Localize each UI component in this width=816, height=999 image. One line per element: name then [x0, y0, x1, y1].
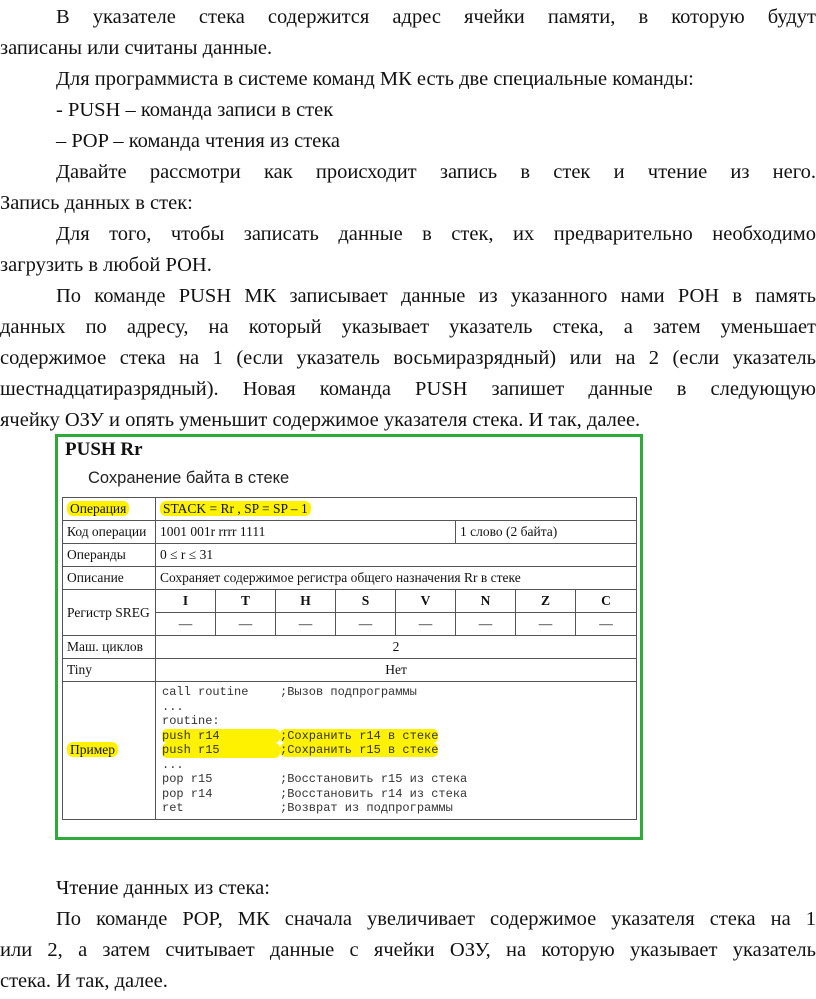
code-instruction: ret — [162, 801, 184, 815]
instruction-table — [62, 497, 637, 820]
paragraph-9-line-1: По команде POP, МК сначала увеличивает содержимое указателя стека на 1 — [56, 908, 816, 930]
code-comment: ;Возврат из подпрограммы — [280, 801, 453, 815]
paragraph-9-line-2: или 2, а затем считывает данные с ячейки ОЗУ, на которую указывает указатель — [0, 939, 816, 961]
table-row — [63, 682, 637, 820]
paragraph-1-line-1: В указателе стека содержится адрес ячейки памяти, в которую будут — [56, 6, 816, 28]
opcode-label: Код операции — [63, 521, 156, 544]
code-instruction: call routine — [162, 685, 249, 699]
paragraph-5-line-1: Давайте рассмотри как происходит запись в стек и чтение из него. — [56, 161, 816, 183]
push-instruction-figure — [55, 434, 643, 840]
sreg-value: — — [576, 613, 637, 636]
code-line — [162, 743, 630, 758]
sreg-flag: C — [576, 590, 637, 613]
code-instruction: push r14 — [162, 729, 280, 744]
cycles-value: 2 — [156, 636, 637, 659]
description-label: Описание — [63, 567, 156, 590]
sreg-flag: S — [336, 590, 396, 613]
table-row — [63, 590, 637, 613]
table-row — [63, 636, 637, 659]
paragraph-6-line-1: Для того, чтобы записать данные в стек, их предварительно необходимо — [56, 223, 816, 245]
paragraph-5-line-2: Запись данных в стек: — [0, 192, 193, 214]
sreg-value: — — [396, 613, 456, 636]
table-row — [63, 498, 637, 521]
paragraph-7-line-3: содержимое стека на 1 (если указатель восьмиразрядный) или на 2 (если указатель — [0, 347, 816, 369]
code-comment: ;Вызов подпрограммы — [280, 685, 417, 699]
code-comment: ;Сохранить r14 в стеке — [280, 728, 439, 743]
sreg-flag: N — [456, 590, 516, 613]
sreg-value: — — [216, 613, 276, 636]
code-instruction: push r15 — [162, 743, 280, 758]
paragraph-1-line-2: записаны или считаны данные. — [0, 37, 273, 59]
code-instruction: routine: — [162, 714, 220, 728]
code-line — [162, 758, 630, 773]
paragraph-3: - PUSH – команда записи в стек — [56, 99, 334, 121]
paragraph-7-line-1: По команде PUSH МК записывает данные из указанного нами РОН в память — [56, 285, 816, 307]
paragraph-2: Для программиста в системе команд МК есть две специальные команды: — [56, 68, 694, 90]
figure-title: PUSH Rr — [65, 439, 143, 460]
paragraph-4: – POP – команда чтения из стека — [56, 130, 341, 152]
example-code — [156, 682, 637, 820]
table-row — [63, 567, 637, 590]
code-instruction: ... — [162, 699, 184, 714]
paragraph-9-line-3: стека. И так, далее. — [0, 970, 168, 992]
sreg-value: — — [156, 613, 216, 636]
code-comment: ;Сохранить r15 в стеке — [280, 743, 439, 757]
cycles-label: Маш. циклов — [63, 636, 156, 659]
operands-value: 0 ≤ r ≤ 31 — [156, 544, 637, 567]
code-line — [162, 787, 630, 802]
opcode-size: 1 слово (2 байта) — [456, 521, 637, 544]
code-comment: ;Восстановить r14 из стека — [280, 786, 468, 801]
table-row — [63, 521, 637, 544]
code-line — [162, 714, 630, 729]
code-line — [162, 685, 630, 700]
paragraph-6-line-2: загрузить в любой РОН. — [0, 254, 212, 276]
tiny-value: Нет — [156, 659, 637, 682]
code-instruction: pop r14 — [162, 786, 213, 801]
paragraph-7-line-5: ячейку ОЗУ и опять уменьшит содержимое указателя стека. И так, далее. — [0, 409, 641, 431]
code-line — [162, 801, 630, 816]
table-row — [63, 544, 637, 567]
sreg-label: Регистр SREG — [63, 590, 156, 636]
code-comment: ;Восстановить r15 из стека — [280, 772, 468, 786]
sreg-flag: I — [156, 590, 216, 613]
sreg-value: — — [456, 613, 516, 636]
paragraph-8: Чтение данных из стека: — [56, 877, 270, 899]
paragraph-7-line-4: шестнадцатиразрядный). Новая команда PUSH запишет данные в следующую — [0, 378, 816, 400]
operation-value: STACK = Rr , SP = SP – 1 — [156, 498, 637, 521]
example-label: Пример — [63, 682, 156, 820]
code-line — [162, 700, 630, 715]
sreg-value: — — [336, 613, 396, 636]
opcode-value: 1001 001r rrrr 1111 — [156, 521, 456, 544]
description-value: Сохраняет содержимое регистра общего назначения Rr в стеке — [156, 567, 637, 590]
operation-label: Операция — [63, 498, 156, 521]
code-instruction: ... — [162, 757, 184, 772]
sreg-value: — — [516, 613, 576, 636]
figure-subtitle: Сохранение байта в стеке — [88, 469, 290, 487]
code-line — [162, 772, 630, 787]
operands-label: Операнды — [63, 544, 156, 567]
sreg-flag: Z — [516, 590, 576, 613]
sreg-flag: T — [216, 590, 276, 613]
code-instruction: pop r15 — [162, 772, 213, 786]
tiny-label: Tiny — [63, 659, 156, 682]
sreg-flag: V — [396, 590, 456, 613]
paragraph-7-line-2: данных по адресу, на который указывает указатель стека, а затем уменьшает — [0, 316, 816, 338]
sreg-value: — — [276, 613, 336, 636]
sreg-flag: H — [276, 590, 336, 613]
code-line — [162, 729, 630, 744]
table-row — [63, 659, 637, 682]
